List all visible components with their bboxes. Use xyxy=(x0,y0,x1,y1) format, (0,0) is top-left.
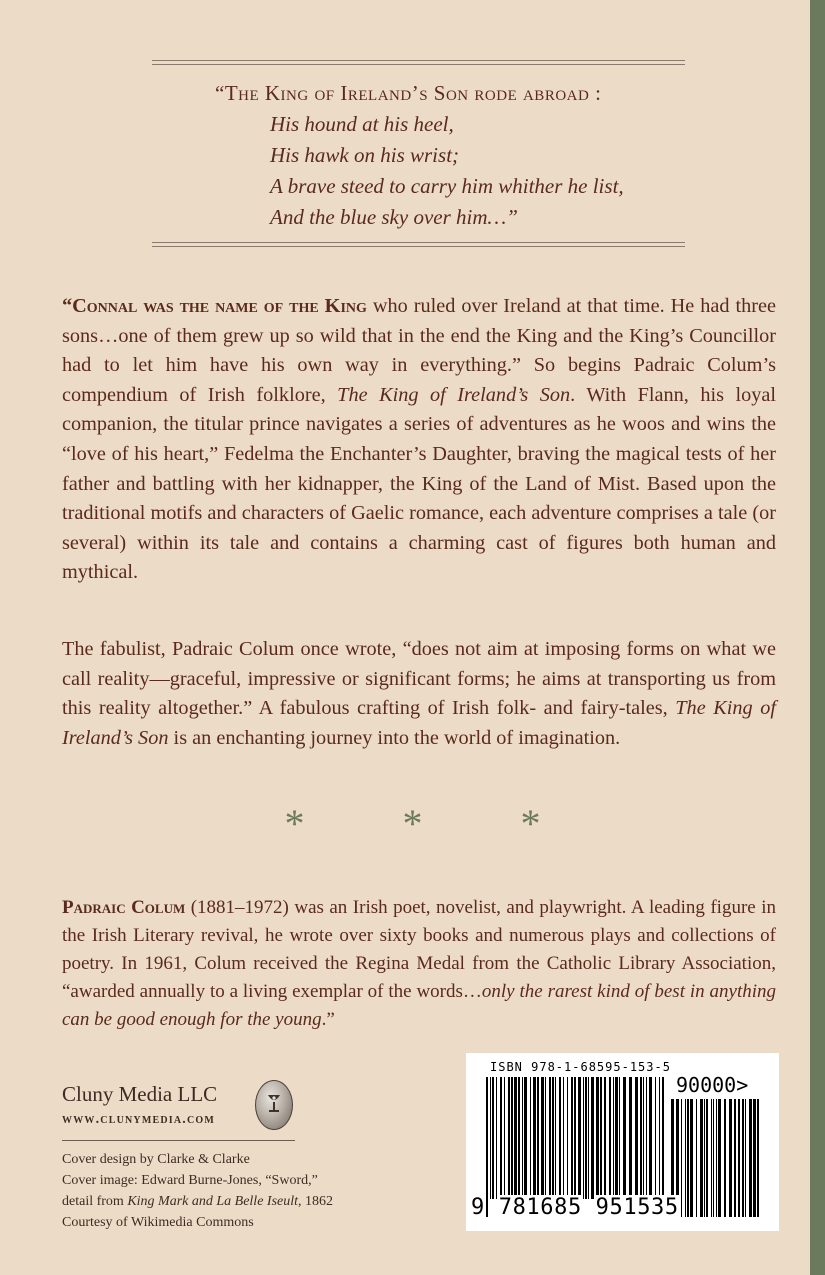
barcode-bar xyxy=(524,1077,527,1199)
epigraph-line: A brave steed to carry him whither he list, xyxy=(270,174,624,198)
barcode-bar xyxy=(490,1077,491,1199)
bio-quote: only the rarest kind of best in anything can be good enough for the young xyxy=(62,981,776,1030)
ean-digit-first: 9 xyxy=(471,1195,485,1220)
chalice-icon xyxy=(266,1093,282,1115)
epigraph-bottom-rule xyxy=(152,242,685,247)
barcode-bar xyxy=(734,1099,736,1217)
chalice-seal-icon xyxy=(255,1080,293,1130)
barcode-bar xyxy=(511,1077,513,1199)
barcode-bar xyxy=(619,1077,620,1199)
bio-text: (1881–1972) was an Irish poet, novelist, and playwright. A leading figure in the Irish Literary revival, he wrote over sixty books and numerous plays and collections of poetry. In 1961, Colum received the Regina Medal from the Catholic Library Association, “awarded annually to a living exemplar of the words… xyxy=(62,897,776,1002)
addon-barcode-bars xyxy=(671,1099,763,1217)
paragraph-text: is an enchanting journey into the world of imagination. xyxy=(168,726,621,749)
barcode-bar xyxy=(623,1077,626,1199)
barcode-bar xyxy=(613,1077,614,1199)
barcode-bar xyxy=(541,1077,544,1199)
paragraph-text: The fabulist, Padraic Colum once wrote, “does not aim at imposing forms on what we call reality—graceful, impressive or significant forms; he aims at transporting us from this reality altogether.” A fabulous crafting of Irish folk- and fairy-tales, xyxy=(62,638,776,720)
barcode-bar xyxy=(559,1077,561,1199)
barcode-bar xyxy=(537,1077,539,1199)
barcode-bar xyxy=(685,1099,686,1217)
lead-in: “Connal was the name of the King xyxy=(62,295,367,317)
barcode-bar xyxy=(706,1099,708,1217)
barcode-bar xyxy=(504,1077,505,1199)
barcode-bar xyxy=(711,1099,712,1217)
publisher-name: Cluny Media LLC xyxy=(62,1082,218,1106)
barcode-bar xyxy=(718,1099,721,1217)
cover-credits xyxy=(62,1149,333,1233)
epigraph-line: His hawk on his wrist; xyxy=(270,143,460,167)
credit-line: Courtesy of Wikimedia Commons xyxy=(62,1215,254,1230)
paragraph-text: who ruled over Ireland at that time. He had three sons…one of them grew up so wild that in the end the King and the King’s Councillor had to let him have his own way in everything.” So begins Padraic Colum’s compendium of Irish folklore, xyxy=(62,295,776,406)
barcode-bar xyxy=(596,1077,599,1199)
barcode-bar xyxy=(655,1077,656,1199)
price-code: 90000> xyxy=(676,1073,749,1097)
barcode-bar xyxy=(549,1077,551,1199)
barcode-bar xyxy=(563,1077,564,1199)
epigraph-line: And the blue sky over him…” xyxy=(270,205,518,229)
barcode-bar xyxy=(496,1077,497,1199)
description-paragraph-2 xyxy=(62,635,776,753)
barcode-bar xyxy=(629,1077,632,1199)
credit-line xyxy=(62,1191,333,1212)
barcode-bar xyxy=(552,1077,554,1199)
barcode-bar xyxy=(649,1077,652,1199)
ean-digits-right: 951535 xyxy=(595,1195,679,1220)
epigraph-top-rule xyxy=(152,60,685,65)
bio-text: .” xyxy=(321,1009,335,1030)
barcode-bar xyxy=(690,1099,693,1217)
isbn-label: ISBN 978-1-68595-153-5 xyxy=(490,1060,671,1074)
barcode-bar xyxy=(681,1099,682,1217)
barcode-bar xyxy=(585,1077,587,1199)
barcode-bar xyxy=(757,1099,759,1217)
credit-line: Cover design by Clarke & Clarke xyxy=(62,1152,250,1167)
barcode-bar xyxy=(508,1077,510,1199)
epigraph-line: His hound at his heel, xyxy=(270,112,454,136)
spine-strip xyxy=(810,0,825,1275)
credit-text: , 1862 xyxy=(298,1194,334,1209)
barcode-bar xyxy=(643,1077,644,1199)
book-title: The King of Ireland’s Son xyxy=(337,383,571,406)
epigraph xyxy=(215,78,675,233)
barcode-bar xyxy=(738,1099,740,1217)
barcode-bar xyxy=(604,1077,606,1199)
book-title: The King of Ireland’s Son xyxy=(62,697,776,749)
barcode-bar xyxy=(500,1077,502,1199)
barcode-bar xyxy=(700,1099,703,1217)
author-bio xyxy=(62,894,776,1034)
barcode-bar xyxy=(724,1099,726,1217)
barcode-bar xyxy=(615,1077,618,1199)
barcode-bar xyxy=(518,1077,520,1199)
section-divider-asterisms: * * * xyxy=(284,801,585,846)
barcode-bar xyxy=(567,1077,568,1199)
barcode-bar xyxy=(753,1099,756,1217)
credit-text: detail from xyxy=(62,1194,128,1209)
artwork-title: King Mark and La Belle Iseult xyxy=(127,1194,299,1209)
barcode-bar xyxy=(745,1099,746,1217)
barcode-bar xyxy=(545,1077,546,1199)
barcode-bar xyxy=(696,1099,697,1217)
barcode-bar xyxy=(591,1077,594,1199)
barcode-bar xyxy=(646,1077,647,1199)
ean-digits xyxy=(471,1195,679,1220)
paragraph-text: . With Flann, his loyal companion, the titular prince navigates a series of adventures as he woos and wins the “love of his heart,” Fedelma the Enchanter’s Daughter, braving the magical tests of her father and battling with her kidnapper, the King of the Land of Mist. Based upon the traditional motifs and characters of Gaelic romance, each adventure comprises a tale (or several) within its tale and contains a charming cast of figures both human and mythical. xyxy=(62,383,777,584)
publisher-website: www.clunymedia.com xyxy=(62,1112,216,1127)
barcode-bar xyxy=(588,1077,589,1199)
barcode-bar xyxy=(742,1099,744,1217)
barcode-bar xyxy=(729,1099,732,1217)
credit-line: Cover image: Edward Burne-Jones, “Sword,” xyxy=(62,1173,318,1188)
barcode-bar xyxy=(640,1077,642,1199)
barcode-bar xyxy=(749,1099,752,1217)
barcode-bar xyxy=(522,1077,523,1199)
author-name: Padraic Colum xyxy=(62,897,186,918)
barcode-bar xyxy=(659,1077,660,1199)
barcode-bar xyxy=(635,1077,638,1199)
barcode-bar xyxy=(530,1077,531,1199)
barcode-bar xyxy=(571,1077,573,1199)
publisher-rule xyxy=(62,1140,295,1141)
barcode-bar xyxy=(533,1077,536,1199)
barcode-bar xyxy=(716,1099,717,1217)
barcode-bar xyxy=(600,1077,602,1199)
isbn-barcode xyxy=(466,1053,779,1231)
barcode-bar xyxy=(583,1077,584,1199)
epigraph-line: “The King of Ireland’s Son rode abroad : xyxy=(215,81,602,105)
barcode-bar xyxy=(514,1077,517,1199)
barcode-bar xyxy=(609,1077,611,1199)
barcode-bar xyxy=(492,1077,494,1199)
barcode-bar xyxy=(704,1099,705,1217)
barcode-bar xyxy=(713,1099,714,1217)
description-paragraph xyxy=(62,292,776,588)
barcode-bar xyxy=(555,1077,556,1199)
barcode-bar xyxy=(687,1099,689,1217)
ean-digits-left: 781685 xyxy=(498,1195,582,1220)
